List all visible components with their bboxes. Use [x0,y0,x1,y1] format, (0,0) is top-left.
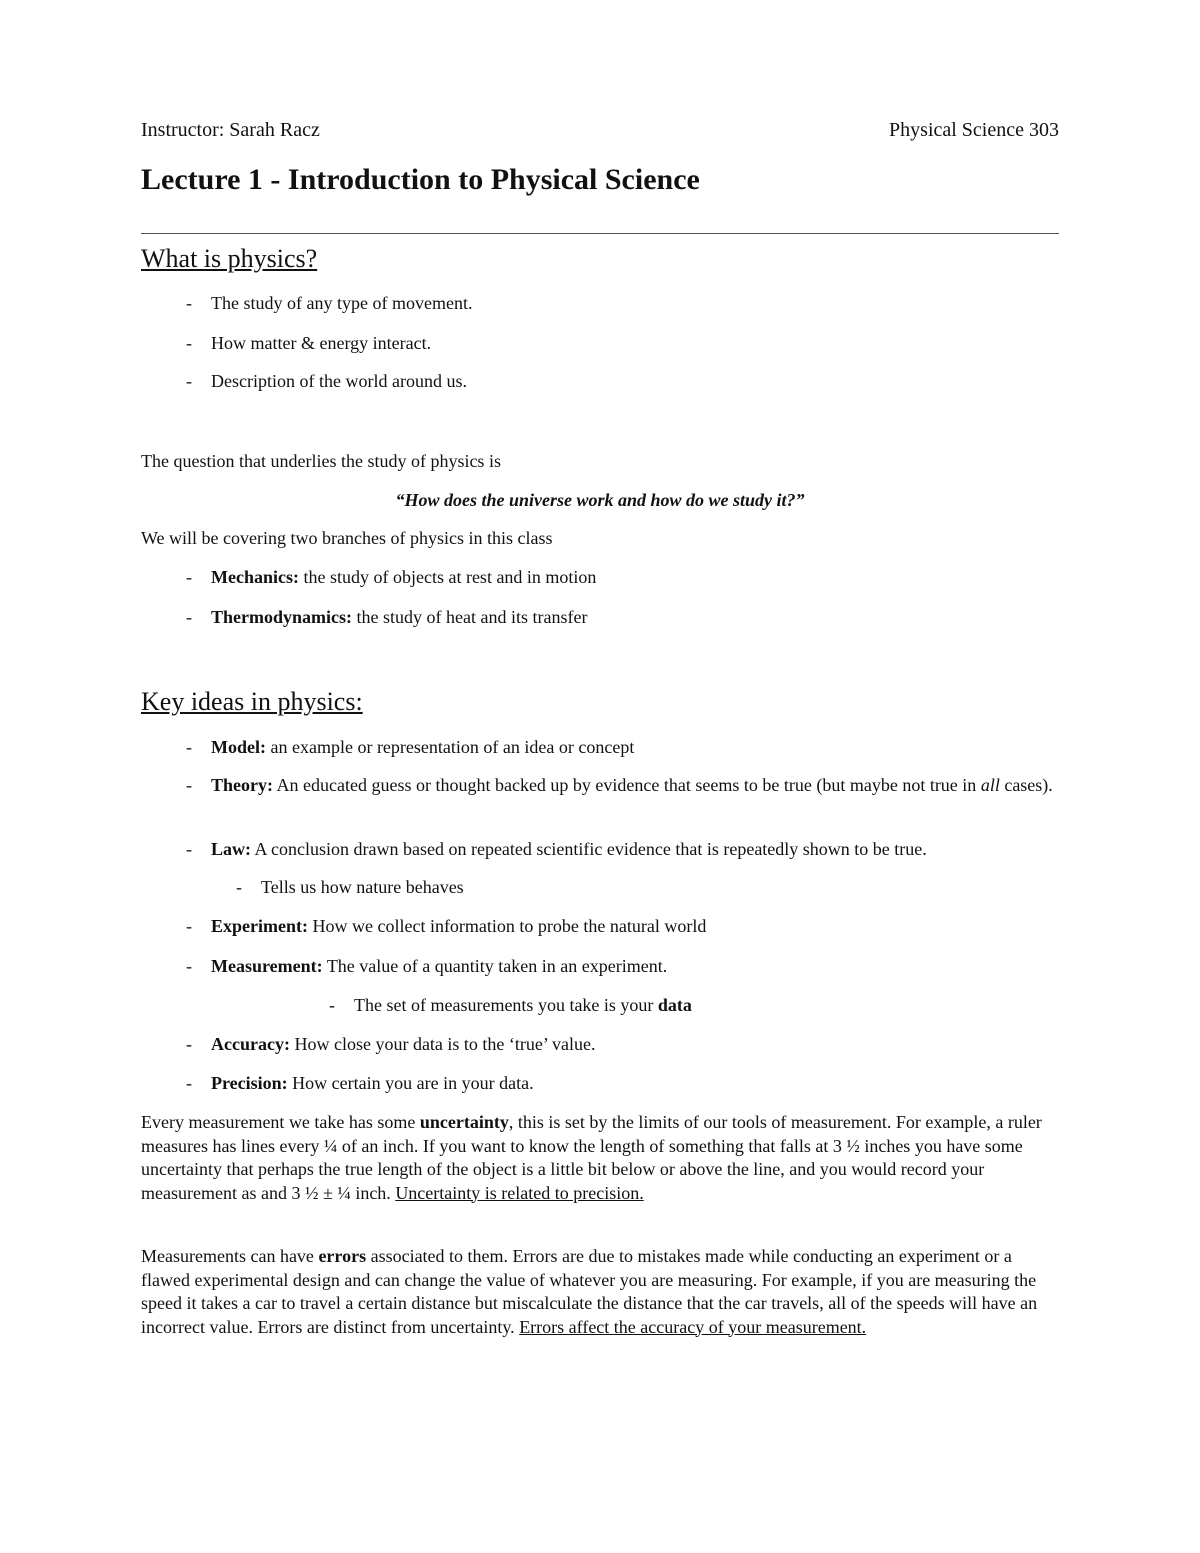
term-thermodynamics: Thermodynamics: [211,607,352,627]
term-measurement: Measurement: [211,956,323,976]
dash-bullet: - [186,1034,192,1054]
list-item-law: - Law: A conclusion drawn based on repeated scientific evidence that is repeatedly shown to be true. [186,839,927,859]
term-accuracy: Accuracy: [211,1034,290,1054]
list-item: - Description of the world around us. [186,371,467,391]
dash-bullet: - [186,775,192,795]
dash-bullet: - [236,877,242,897]
dash-bullet: - [186,916,192,936]
list-item: - How matter & energy interact. [186,333,432,353]
list-item: - The study of any type of movement. [186,293,473,313]
list-subitem: - Tells us how nature behaves [236,877,464,897]
term-precision: Precision: [211,1073,288,1093]
dash-bullet: - [186,737,192,757]
list-subitem: - The set of measurements you take is your data [329,995,692,1015]
dash-bullet: - [186,839,192,859]
list-item-thermodynamics: - Thermodynamics: the study of heat and its transfer [186,607,588,627]
list-item-precision: - Precision: How certain you are in your data. [186,1073,534,1093]
term-mechanics: Mechanics: [211,567,299,587]
uncertainty-paragraph: Every measurement we take has some uncertainty, this is set by the limits of our tools of measurement. For example, a ruler measures has lines every ¼ of an inch. If you want to know the length of something that falls at 3 ½ inches you have some uncertainty that perhaps the true length of the object is a little bit below or above the line, and you would record your measurement as and 3 ½ ± ¼ inch. Uncertainty is related to precision. [141,1112,1042,1203]
title-divider [141,233,1059,234]
errors-paragraph: Measurements can have errors associated to them. Errors are due to mistakes made while conducting an experiment or a flawed experimental design and can change the value of whatever you are measuring. For example, if you are measuring the speed it takes a car to travel a certain distance but miscalculate the distance that the car travels, all of the speeds will have an incorrect value. Errors are distinct from uncertainty. Errors affect the accuracy of your measurement. [141,1246,1038,1337]
question-intro: The question that underlies the study of physics is [141,451,501,471]
dash-bullet: - [186,1073,192,1093]
page-title: Lecture 1 - Introduction to Physical Science [141,163,700,196]
instructor-label: Instructor: Sarah Racz [141,119,320,141]
term-model: Model: [211,737,266,757]
list-item-measurement: - Measurement: The value of a quantity taken in an experiment. [186,956,668,976]
section-heading-key-ideas: Key ideas in physics: [141,687,363,716]
dash-bullet: - [186,607,192,627]
term-theory: Theory: [211,775,273,795]
list-item-experiment: - Experiment: How we collect information to probe the natural world [186,916,707,936]
list-item-mechanics: - Mechanics: the study of objects at rest and in motion [186,567,597,587]
dash-bullet: - [186,567,192,587]
key-question-quote: “How does the universe work and how do we study it?” [395,490,805,510]
dash-bullet: - [186,371,192,391]
term-experiment: Experiment: [211,916,308,936]
list-item-accuracy: - Accuracy: How close your data is to the ‘true’ value. [186,1034,596,1054]
branches-intro: We will be covering two branches of physics in this class [141,528,553,548]
dash-bullet: - [186,956,192,976]
list-item-theory: - Theory: An educated guess or thought backed up by evidence that seems to be true (but maybe not true in all cases). [186,775,1053,795]
term-law: Law: [211,839,251,859]
section-heading-what-is-physics: What is physics? [141,244,318,273]
dash-bullet: - [186,333,192,353]
course-label: Physical Science 303 [889,119,1059,141]
dash-bullet: - [329,995,335,1015]
dash-bullet: - [186,293,192,313]
list-item-model: - Model: an example or representation of an idea or concept [186,737,635,757]
